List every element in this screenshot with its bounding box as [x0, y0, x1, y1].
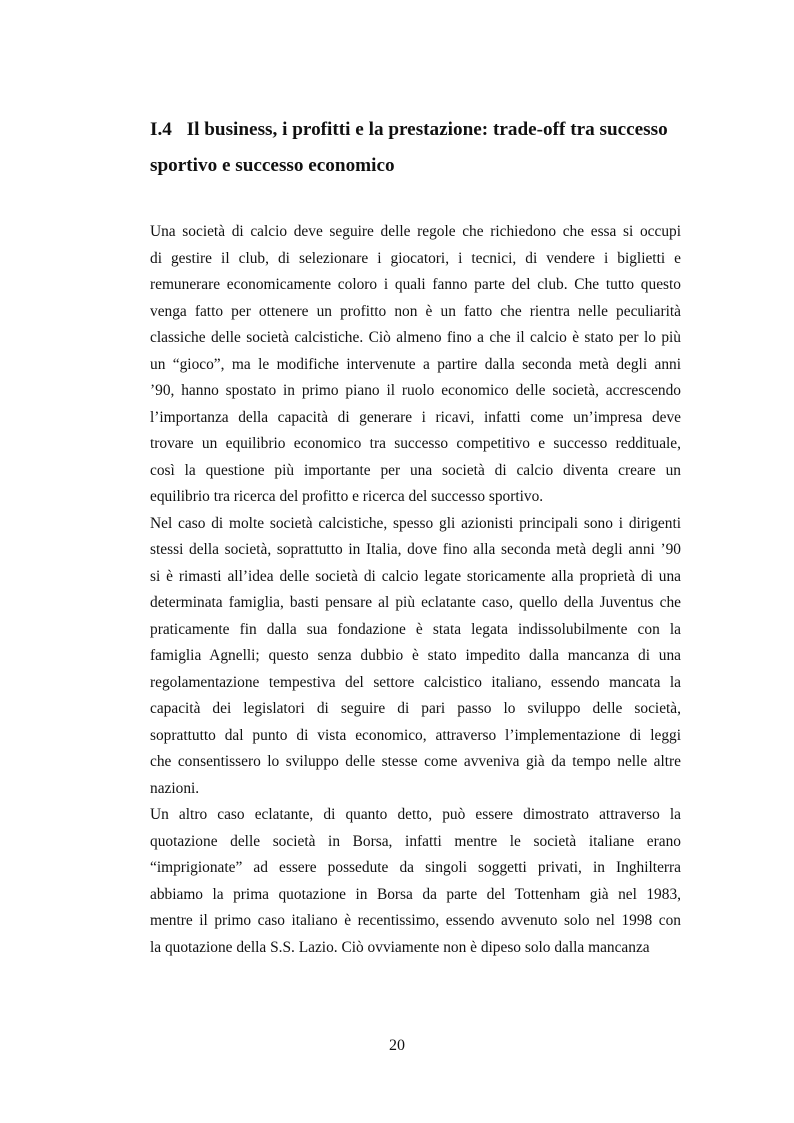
text-line: la quotazione della S.S. Lazio. Ciò ovviamente non è dipeso solo dalla mancanza: [150, 938, 650, 956]
text-line: Una società di calcio deve seguire delle regole che richiedono che essa si occupi: [150, 223, 681, 240]
section-title-part-1: Il business, i profitti e la prestazione: trade-off tra successo: [186, 119, 668, 140]
paragraph-3: [150, 802, 681, 961]
text-line: nazioni.: [150, 779, 200, 797]
text-line: praticamente fin dalla sua fondazione è stata legata indissolubilmente con la: [150, 620, 681, 638]
section-number: I.4: [150, 119, 172, 140]
text-line: si è rimasti all’idea delle società di calcio legate storicamente alla proprietà di una: [150, 567, 681, 585]
text-line: che consentissero lo sviluppo delle stesse come avveniva già da tempo nelle altre: [150, 753, 681, 770]
section-title-part-2: sportivo e successo economico: [150, 155, 395, 176]
text-line: Nel caso di molte società calcistiche, spesso gli azionisti principali sono i dirigenti: [150, 514, 681, 532]
text-line: ’90, hanno spostato in primo piano il ruolo economico delle società, accrescendo: [150, 382, 681, 399]
body-text: [150, 219, 681, 961]
text-line: soprattutto dal punto di vista economico, attraverso l’implementazione di leggi: [150, 726, 681, 744]
text-line: quotazione delle società in Borsa, infatti mentre le società italiane erano: [150, 832, 681, 850]
text-line: capacità dei legislatori di seguire di pari passo lo sviluppo delle società,: [150, 700, 681, 717]
text-line: mentre il primo caso italiano è recentissimo, essendo avvenuto solo nel 1998 con: [150, 912, 681, 929]
text-line: remunerare economicamente coloro i quali fanno parte del club. Che tutto questo: [150, 276, 681, 293]
text-line: “imprigionate” ad essere possedute da singoli soggetti privati, in Inghilterra: [150, 859, 681, 876]
text-line: regolamentazione tempestiva del settore calcistico italiano, essendo mancata la: [150, 673, 681, 691]
text-line: così la questione più importante per una società di calcio diventa creare un: [150, 461, 681, 479]
section-heading: [150, 112, 670, 184]
text-line: venga fatto per ottenere un profitto non è un fatto che rientra nelle peculiarità: [150, 302, 681, 320]
text-line: Un altro caso eclatante, di quanto detto, può essere dimostrato attraverso la: [150, 806, 681, 823]
text-line: trovare un equilibrio economico tra successo competitivo e successo reddituale,: [150, 435, 681, 452]
text-line: di gestire il club, di selezionare i giocatori, i tecnici, di vendere i biglietti e: [150, 249, 681, 267]
text-line: abbiamo la prima quotazione in Borsa da parte del Tottenham già nel 1983,: [150, 885, 681, 903]
text-line: classiche delle società calcistiche. Ciò almeno fino a che il calcio è stato per lo più: [150, 329, 681, 346]
text-line: determinata famiglia, basti pensare al più eclatante caso, quello della Juventus che: [150, 594, 681, 611]
page-number: 20: [389, 1037, 405, 1054]
text-line: stessi della società, soprattutto in Italia, dove fino alla seconda metà degli anni ’90: [150, 541, 681, 558]
section-heading-line-1: [150, 112, 670, 148]
text-line: famiglia Agnelli; questo senza dubbio è stato impedito dalla mancanza di una: [150, 647, 681, 664]
paragraph-2: [150, 511, 681, 803]
text-line: l’importanza della capacità di generare i ricavi, infatti come un’impresa deve: [150, 408, 681, 426]
paragraph-1: [150, 219, 681, 511]
text-line: equilibrio tra ricerca del profitto e ricerca del successo sportivo.: [150, 488, 544, 505]
text-line: un “gioco”, ma le modifiche intervenute a partire dalla seconda metà degli anni: [150, 355, 681, 373]
